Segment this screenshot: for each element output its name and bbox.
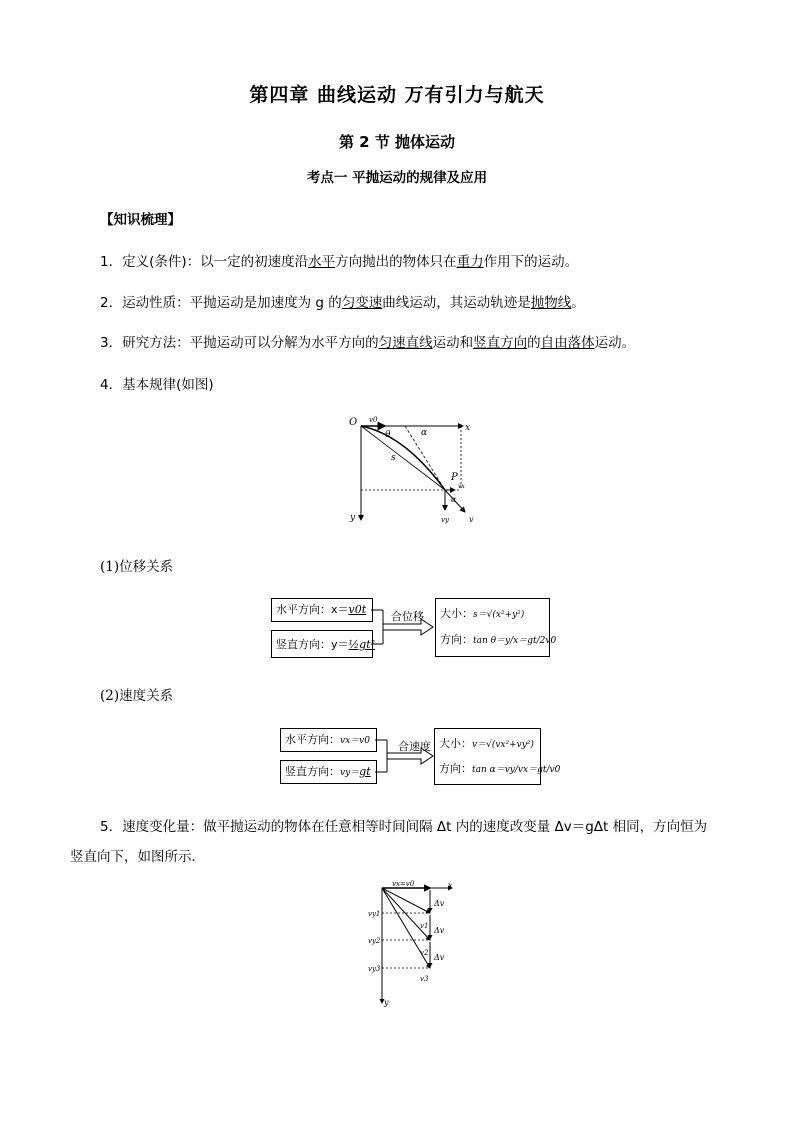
value: ½gt²: [348, 638, 376, 651]
text: 3．研究方法：平抛运动可以分解为水平方向的: [100, 335, 379, 351]
displacement-line: [361, 426, 445, 490]
v2-label: v2: [420, 949, 429, 957]
dv2-label: Δv: [434, 926, 445, 935]
text: 作用下的运动。: [483, 254, 579, 270]
value: tan θ＝y/x＝gt/2v0: [473, 636, 557, 646]
value: v0t: [348, 603, 367, 616]
label: 水平方向：x＝: [276, 603, 349, 616]
section-title: 第 2 节 抛体运动: [338, 133, 456, 151]
vel-horizontal-box: [280, 728, 377, 752]
underlined-term: 自由落体: [540, 335, 595, 351]
item-5-line1: 5．速度变化量：做平抛运动的物体在任意相等时间间隔 Δt 内的速度改变量 Δv＝gΔt 相同，方向恒为: [100, 819, 708, 835]
vel-result-box: [434, 728, 561, 785]
value: gt: [359, 765, 371, 778]
y-label: y: [384, 998, 389, 1007]
s-label: s: [391, 453, 396, 463]
chapter-title: 第四章 曲线运动 万有引力与航天: [249, 84, 545, 106]
value: vx＝v0: [340, 736, 370, 746]
displacement-subheading: (1)位移关系: [100, 559, 174, 575]
value: v＝√(vx²+vy²): [472, 740, 534, 750]
topic-title: 考点一 平抛运动的规律及应用: [306, 170, 488, 186]
disp-horizontal-box: [271, 598, 373, 622]
v2-arrow: [382, 888, 430, 940]
value-prefix: vy＝: [340, 768, 360, 778]
vy2-label: vy2: [368, 937, 381, 945]
disp-vertical-box: [271, 630, 376, 658]
label: 大小：: [440, 607, 473, 620]
y-label: y: [350, 513, 356, 523]
v-label: v: [469, 515, 474, 524]
vy1-label: vy1: [368, 910, 381, 918]
label: 方向：: [440, 633, 473, 646]
underlined-term: 匀速直线: [378, 335, 433, 351]
underlined-term: 抛物线: [530, 295, 572, 311]
text: 运动和: [432, 335, 474, 351]
velocity-subheading: (2)速度关系: [100, 688, 174, 704]
text: 2．运动性质：平抛运动是加速度为 g 的: [100, 295, 342, 311]
text: 方向抛出的物体只在: [335, 254, 457, 270]
text: 。: [571, 295, 585, 311]
alpha-label: α: [421, 428, 428, 438]
theta-label: θ: [385, 430, 391, 440]
label: 竖直方向：: [285, 765, 340, 778]
item-2-nature: [100, 291, 585, 311]
dv3-label: Δv: [434, 953, 445, 962]
label: 竖直方向：y＝: [276, 638, 349, 651]
v0-label: v0: [369, 416, 378, 424]
vx-label: vx: [458, 483, 465, 490]
top-label: vx=v0: [392, 880, 415, 888]
origin-label: O: [349, 417, 358, 428]
label: 大小：: [439, 737, 472, 750]
x-label: x: [465, 423, 471, 433]
underlined-term: 匀变速: [341, 295, 383, 311]
v1-label: v1: [420, 922, 429, 930]
velocity-change-diagram: [362, 878, 462, 1008]
vel-arrow-label: 合速度: [398, 740, 431, 753]
vy3-label: vy3: [368, 965, 381, 973]
text: 1．定义(条件)：以一定的初速度沿: [100, 254, 309, 270]
v3-label: v3: [420, 975, 429, 983]
underlined-term: 竖直方向: [473, 335, 528, 351]
text: 的: [527, 335, 541, 351]
item-5-line2: 竖直向下，如图所示．: [70, 849, 205, 865]
vel-vertical-box: [280, 760, 377, 784]
label: 水平方向：: [285, 733, 340, 746]
dv1-label: Δv: [434, 899, 445, 908]
underlined-term: 重力: [456, 254, 484, 270]
projectile-diagram: [345, 410, 485, 535]
knowledge-heading: 【知识梳理】: [100, 212, 181, 228]
disp-result-box: [435, 598, 557, 657]
item-3-method: [100, 331, 635, 351]
text: 运动。: [594, 335, 636, 351]
underlined-term: 水平: [308, 254, 336, 270]
disp-arrow-label: 合位移: [391, 610, 424, 623]
p-label: P: [451, 472, 458, 483]
label: 方向：: [439, 762, 472, 775]
alpha2-label: α: [451, 495, 457, 504]
item-1-definition: [100, 250, 578, 270]
value: tan α＝vy/vx＝gt/v0: [472, 765, 561, 775]
value: s＝√(x²+y²): [473, 610, 525, 620]
item-4-laws: 4．基本规律(如图): [100, 377, 214, 393]
vy-label: vy: [441, 516, 449, 524]
x-label: x: [448, 881, 453, 890]
text: 曲线运动，其运动轨迹是: [382, 295, 531, 311]
